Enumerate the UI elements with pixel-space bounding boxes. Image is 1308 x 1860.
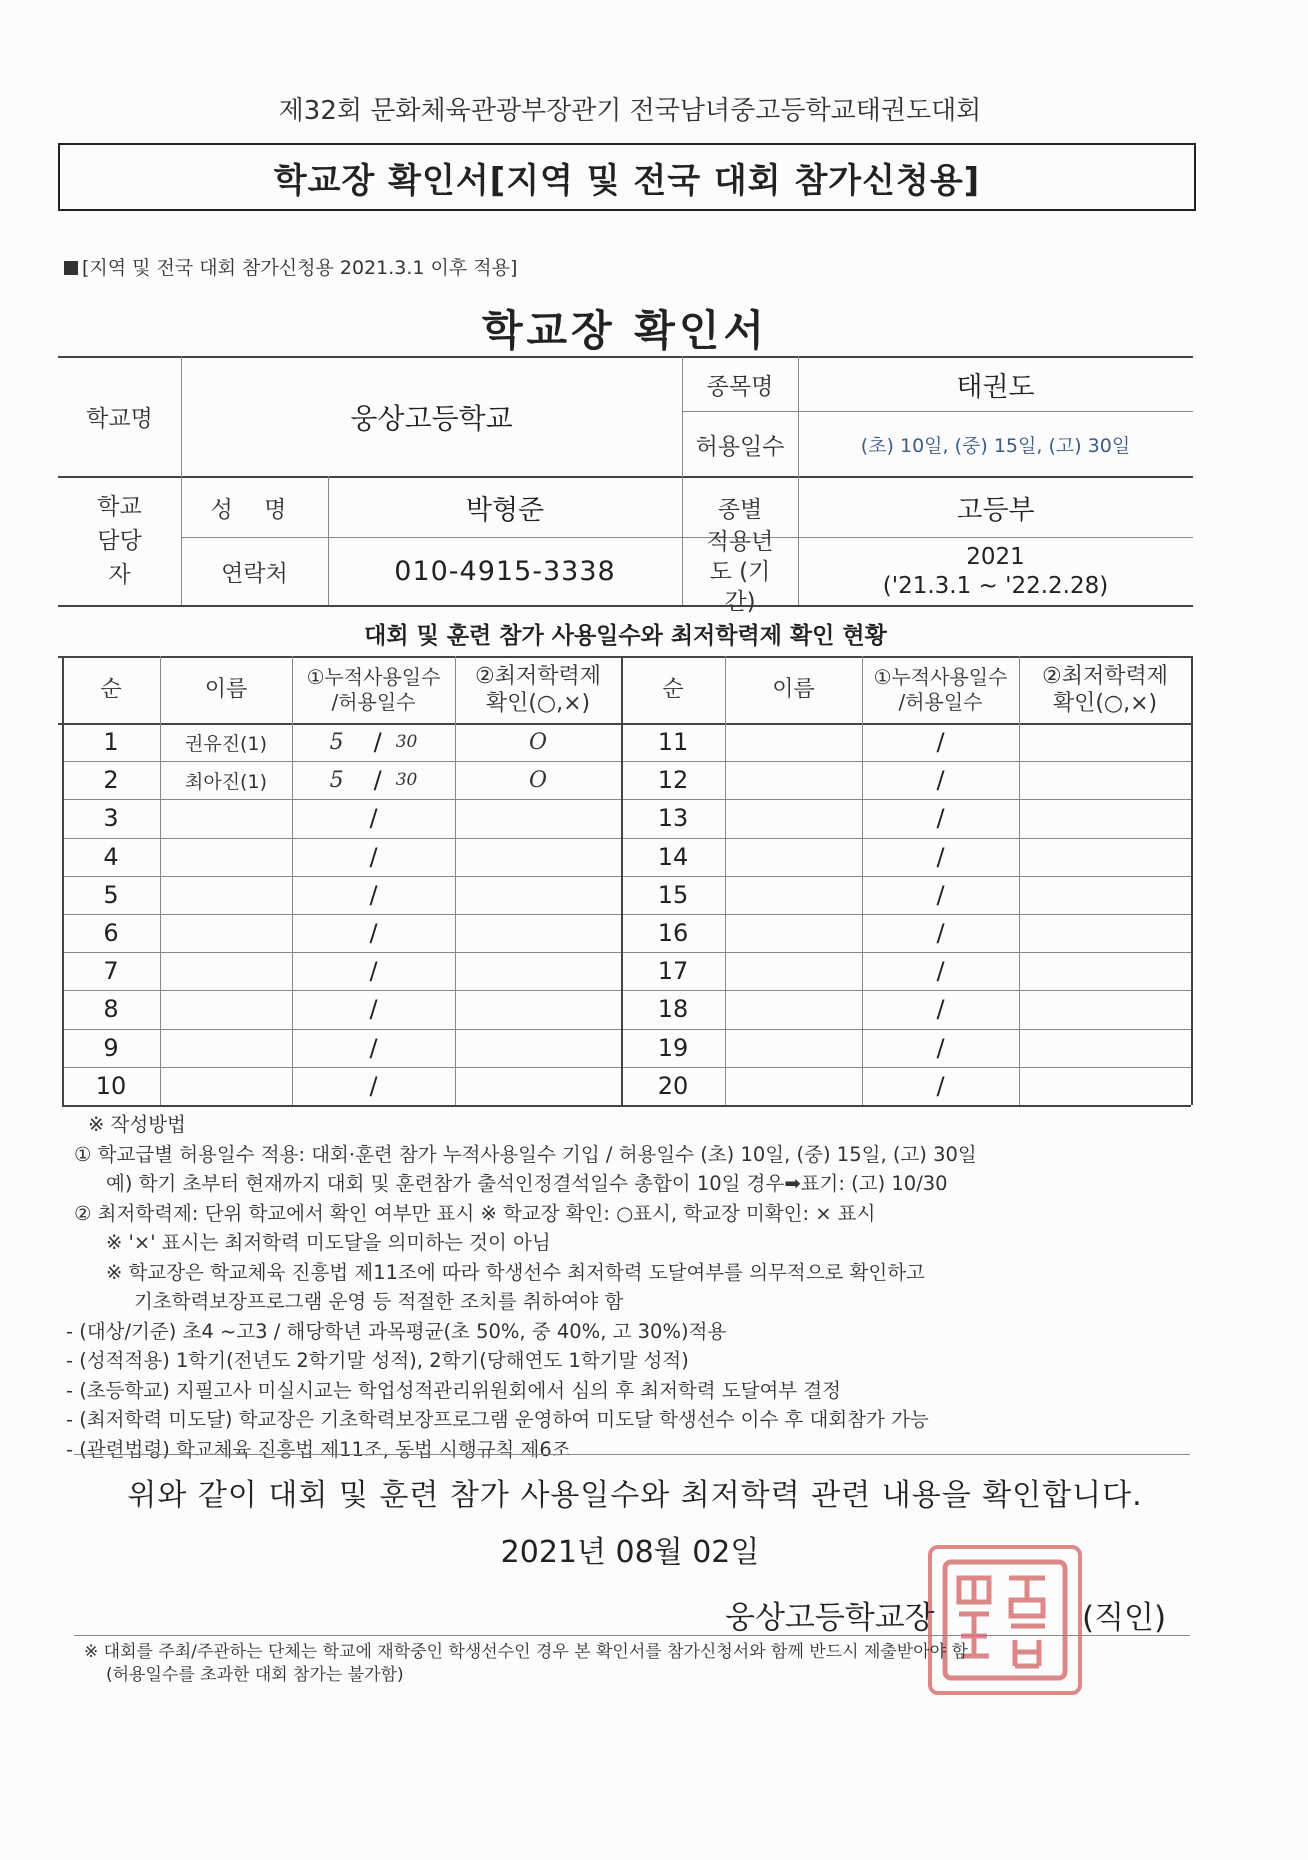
bottom-note-line2: (허용일수를 초과한 대회 참가는 불가함) bbox=[106, 1665, 404, 1685]
signer-name: 웅상고등학교장 bbox=[725, 1600, 935, 1636]
min-standard-check bbox=[1019, 876, 1191, 914]
student-name bbox=[160, 1029, 292, 1067]
confirmation-statement: 위와 같이 대회 및 훈련 참가 사용일수와 최저학력 관련 내용을 확인합니다. bbox=[127, 1478, 1143, 1513]
col-min-left-line2: 확인(○,×) bbox=[485, 691, 591, 716]
row-number: 4 bbox=[103, 842, 119, 871]
slash-separator: / bbox=[373, 766, 382, 795]
min-standard-check bbox=[455, 838, 621, 876]
student-name bbox=[160, 914, 292, 952]
col-name-right: 이름 bbox=[772, 677, 815, 703]
row-number: 6 bbox=[103, 919, 119, 948]
col-days-left-line2: /허용일수 bbox=[331, 690, 416, 714]
col-days-left bbox=[292, 657, 455, 723]
usage-days: / bbox=[369, 842, 378, 871]
row-number: 14 bbox=[657, 842, 689, 871]
row-number: 7 bbox=[103, 957, 119, 986]
min-standard-check bbox=[1019, 914, 1191, 952]
status-section-title: 대회 및 훈련 참가 사용일수와 최저학력제 확인 현황 bbox=[364, 623, 887, 649]
note-line: - (대상/기준) 초4 ~고3 / 해당학년 과목평균(초 50%, 중 40%, 고 30%)적용 bbox=[66, 1319, 727, 1343]
min-standard-check bbox=[1019, 1029, 1191, 1067]
student-name bbox=[160, 838, 292, 876]
student-name bbox=[725, 952, 862, 990]
form-title-box bbox=[58, 143, 1196, 211]
note-line: - (성적적용) 1학기(전년도 2학기말 성적), 2학기(당해연도 1학기말 성적) bbox=[66, 1349, 689, 1372]
sport-value: 태권도 bbox=[956, 371, 1035, 403]
slash-separator: / bbox=[373, 728, 382, 757]
manager-label: 학교 담당자 bbox=[97, 494, 142, 588]
student-name: 권유진(1) bbox=[185, 732, 267, 755]
form-title: 학교장 확인서[지역 및 전국 대회 참가신청용] bbox=[273, 160, 981, 201]
usage-days: / bbox=[936, 804, 945, 833]
student-name: 최아진(1) bbox=[185, 770, 267, 793]
student-name bbox=[160, 990, 292, 1028]
apply-note bbox=[64, 253, 517, 280]
min-standard-check bbox=[455, 990, 621, 1028]
bottom-note bbox=[84, 1641, 1194, 1687]
note-line: - (관련법령) 학교체육 진흥법 제11조, 동법 시행규칙 제6조 bbox=[66, 1437, 571, 1461]
student-name bbox=[725, 838, 862, 876]
student-name bbox=[160, 1067, 292, 1105]
usage-days: / bbox=[369, 804, 378, 833]
col-min-right-line2: 확인(○,×) bbox=[1052, 691, 1158, 716]
usage-days: / bbox=[369, 880, 378, 909]
school-name-value: 웅상고등학교 bbox=[350, 401, 513, 435]
min-standard-check bbox=[455, 1029, 621, 1067]
used-days: 5 bbox=[329, 729, 344, 755]
min-standard-check: O bbox=[528, 729, 548, 755]
school-name-label: 학교명 bbox=[86, 406, 153, 432]
min-standard-check bbox=[1019, 952, 1191, 990]
category-value: 고등부 bbox=[956, 494, 1035, 526]
min-standard-check bbox=[455, 914, 621, 952]
contact-label: 연락처 bbox=[221, 561, 288, 587]
min-standard-check: O bbox=[528, 767, 548, 793]
document-title: 학교장 확인서 bbox=[481, 306, 769, 355]
usage-days: / bbox=[936, 995, 945, 1024]
allowed-days: 30 bbox=[395, 732, 418, 753]
usage-days: / bbox=[369, 1071, 378, 1100]
usage-days: / bbox=[369, 957, 378, 986]
usage-days: / bbox=[936, 957, 945, 986]
student-name bbox=[725, 761, 862, 799]
min-standard-check bbox=[455, 876, 621, 914]
note-line: ① 학교급별 허용일수 적용: 대회·훈련 참가 누적사용일수 기입 / 허용일수 (초) 10일, (중) 15일, (고) 30일 bbox=[74, 1142, 977, 1166]
apply-year-block bbox=[798, 538, 1193, 605]
contact-value: 010-4915-3338 bbox=[394, 556, 616, 587]
note-line: - (초등학교) 지필고사 미실시교는 학업성적관리위원회에서 심의 후 최저학력 도달여부 결정 bbox=[66, 1378, 842, 1402]
student-name bbox=[725, 1067, 862, 1105]
category-label: 종별 bbox=[717, 496, 763, 523]
min-standard-check bbox=[1019, 1067, 1191, 1105]
usage-days: / bbox=[369, 995, 378, 1024]
usage-days: / bbox=[369, 919, 378, 948]
row-number: 9 bbox=[103, 1033, 119, 1062]
usage-days bbox=[292, 761, 455, 799]
col-no-left: 순 bbox=[100, 677, 122, 703]
student-name bbox=[725, 876, 862, 914]
sport-label: 종목명 bbox=[706, 373, 774, 400]
square-bullet-icon bbox=[64, 261, 78, 275]
row-number: 13 bbox=[657, 804, 689, 833]
row-number: 2 bbox=[103, 766, 119, 795]
min-standard-check bbox=[1019, 838, 1191, 876]
row-number: 16 bbox=[657, 919, 689, 948]
min-standard-check bbox=[1019, 761, 1191, 799]
allowed-days-label: 허용일수 bbox=[695, 433, 785, 460]
row-number: 10 bbox=[95, 1071, 127, 1100]
col-no-right: 순 bbox=[662, 677, 684, 703]
row-number: 11 bbox=[657, 728, 689, 757]
notes-heading: ※ 작성방법 bbox=[88, 1113, 186, 1136]
issue-date: 2021년 08월 02일 bbox=[500, 1535, 760, 1570]
usage-days bbox=[292, 723, 455, 761]
col-days-left-line1: ①누적사용일수 bbox=[306, 665, 441, 689]
usage-days: / bbox=[936, 728, 945, 757]
student-name bbox=[160, 952, 292, 990]
usage-days: / bbox=[936, 880, 945, 909]
min-standard-check bbox=[455, 952, 621, 990]
min-standard-check bbox=[455, 799, 621, 837]
seal-label: (직인) bbox=[1082, 1600, 1167, 1636]
apply-year-value: 2021 bbox=[966, 543, 1025, 570]
apply-note-text: [지역 및 전국 대회 참가신청용 2021.3.1 이후 적용] bbox=[82, 257, 518, 279]
row-number: 5 bbox=[103, 880, 119, 909]
col-days-right bbox=[862, 657, 1019, 723]
note-line: 예) 학기 초부터 현재까지 대회 및 훈련참가 출석인정결석일수 총합이 10일 경우➡표기: (고) 10/30 bbox=[106, 1172, 948, 1195]
note-line: ② 최저학력제: 단위 학교에서 확인 여부만 표시 ※ 학교장 확인: ○표시, 학교장 미확인: × 표시 bbox=[74, 1201, 876, 1225]
usage-days: / bbox=[936, 766, 945, 795]
note-line: ※ '×' 표시는 최저학력 미도달을 의미하는 것이 아님 bbox=[106, 1231, 551, 1254]
notes-divider bbox=[74, 1454, 1190, 1455]
bottom-note-line1: ※ 대회를 주최/주관하는 단체는 학교에 재학중인 학생선수인 경우 본 확인서를 참가신청서와 함께 반드시 제출받아야 함 bbox=[84, 1642, 968, 1662]
col-min-right-line1: ②최저학력제 bbox=[1042, 663, 1168, 689]
row-number: 18 bbox=[657, 995, 689, 1024]
student-name bbox=[160, 876, 292, 914]
usage-days: / bbox=[936, 919, 945, 948]
row-number: 17 bbox=[657, 957, 689, 986]
allowed-days: 30 bbox=[395, 770, 418, 791]
student-name bbox=[725, 799, 862, 837]
apply-year-label: 적용년도 (기간) bbox=[706, 528, 774, 615]
student-name bbox=[725, 1029, 862, 1067]
usage-days: / bbox=[936, 1033, 945, 1062]
row-number: 12 bbox=[657, 766, 689, 795]
col-min-right bbox=[1019, 657, 1191, 723]
usage-days: / bbox=[936, 842, 945, 871]
usage-days: / bbox=[936, 1071, 945, 1100]
row-number: 20 bbox=[657, 1071, 689, 1100]
note-line: ※ 학교장은 학교체육 진흥법 제11조에 따라 학생선수 최저학력 도달여부를 의무적으로 확인하고 bbox=[106, 1260, 925, 1284]
used-days: 5 bbox=[329, 767, 344, 793]
usage-days: / bbox=[369, 1033, 378, 1062]
name-value: 박형준 bbox=[465, 494, 545, 526]
min-standard-check bbox=[1019, 799, 1191, 837]
row-number: 8 bbox=[103, 995, 119, 1024]
col-days-right-line2: /허용일수 bbox=[898, 690, 983, 714]
row-number: 3 bbox=[103, 804, 119, 833]
student-name bbox=[725, 723, 862, 761]
student-name bbox=[725, 990, 862, 1028]
col-name-left: 이름 bbox=[204, 677, 248, 703]
event-title: 제32회 문화체육관광부장관기 전국남녀중고등학교태권도대회 bbox=[278, 96, 982, 126]
name-label: 성 명 bbox=[210, 496, 299, 523]
writing-instructions bbox=[66, 1110, 1194, 1464]
note-line: - (최저학력 미도달) 학교장은 기초학력보장프로그램 운영하여 미도달 학생선수 이수 후 대회참가 가능 bbox=[66, 1408, 929, 1431]
apply-period-value: ('21.3.1 ~ '22.2.28) bbox=[882, 572, 1109, 599]
student-name bbox=[160, 799, 292, 837]
min-standard-check bbox=[1019, 990, 1191, 1028]
row-number: 19 bbox=[657, 1033, 689, 1062]
note-line: 기초학력보장프로그램 운영 등 적절한 조치를 취하여야 함 bbox=[134, 1290, 624, 1313]
col-days-right-line1: ①누적사용일수 bbox=[873, 665, 1008, 689]
col-min-left-line1: ②최저학력제 bbox=[475, 663, 601, 689]
row-number: 1 bbox=[103, 728, 119, 757]
min-standard-check bbox=[1019, 723, 1191, 761]
allowed-days-value: (초) 10일, (중) 15일, (고) 30일 bbox=[860, 434, 1131, 457]
col-min-left bbox=[455, 657, 621, 723]
signature-divider bbox=[74, 1635, 1190, 1636]
row-number: 15 bbox=[657, 880, 689, 909]
student-name bbox=[725, 914, 862, 952]
min-standard-check bbox=[455, 1067, 621, 1105]
